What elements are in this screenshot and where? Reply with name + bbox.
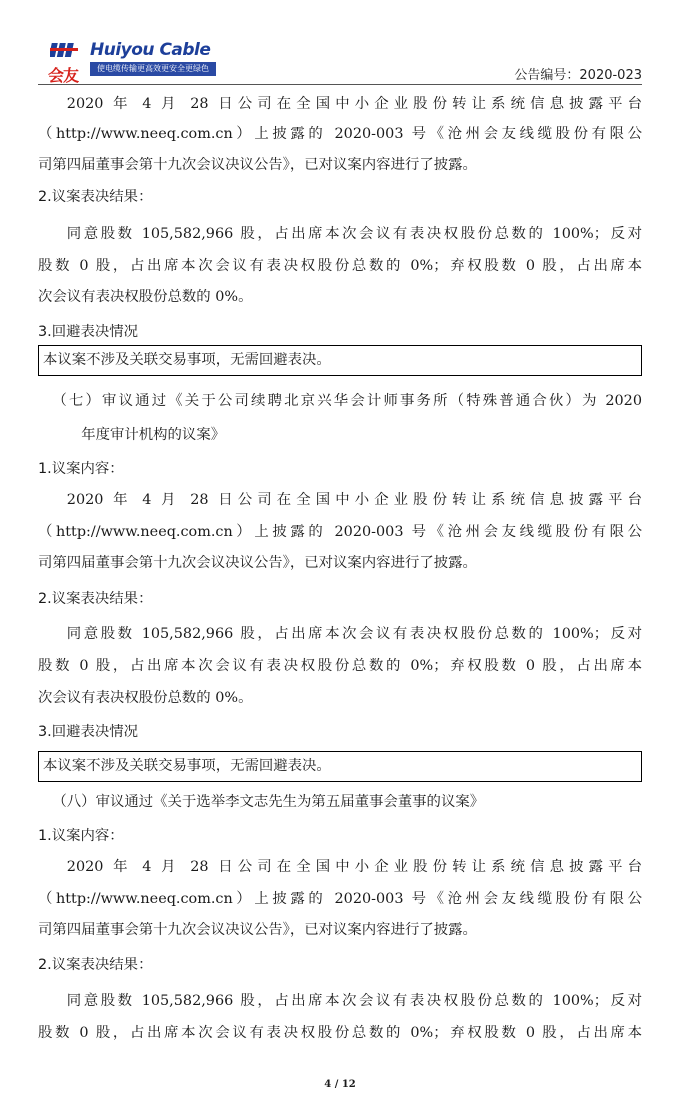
announcement-number: 公告编号：2020-023: [514, 68, 642, 83]
paragraph-line: 年度审计机构的议案》: [81, 427, 226, 443]
paragraph-line: 次会议有表决权股份总数的 0%。: [38, 690, 253, 706]
notice-box: 本议案不涉及关联交易事项，无需回避表决。: [38, 751, 642, 782]
paragraph-line: 同意股数 105,582,966 股，占出席本次会议有表决权股份总数的 100%；反对: [66, 993, 642, 1009]
logo-english-text: Huiyou Cable: [90, 40, 211, 60]
cable-mark-icon: [50, 42, 80, 64]
paragraph-line: 股数 0 股，占出席本次会议有表决权股份总数的 0%；弃权股数 0 股，占出席本: [38, 658, 642, 674]
subsection-heading: 2.议案表决结果：: [38, 189, 153, 205]
paragraph-line: 2020 年 4 月 28 日公司在全国中小企业股份转让系统信息披露平台: [66, 96, 642, 112]
subsection-heading: 2.议案表决结果：: [38, 957, 153, 973]
page-header: [0, 0, 680, 84]
paragraph-line: 同意股数 105,582,966 股，占出席本次会议有表决权股份总数的 100%；反对: [66, 226, 642, 242]
section-heading: （八）审议通过《关于选举李文志先生为第五届董事会董事的议案》: [52, 794, 485, 810]
paragraph-line: 司第四届董事会第十九次会议决议公告》，已对议案内容进行了披露。: [38, 157, 477, 173]
logo-slogan: 使电缆传输更高效更安全更绿色: [90, 62, 216, 76]
header-divider: [38, 84, 642, 85]
notice-box: 本议案不涉及关联交易事项，无需回避表决。: [38, 345, 642, 376]
paragraph-line: 次会议有表决权股份总数的 0%。: [38, 289, 253, 305]
paragraph-line: 股数 0 股，占出席本次会议有表决权股份总数的 0%；弃权股数 0 股，占出席本: [38, 258, 642, 274]
paragraph-line: 司第四届董事会第十九次会议决议公告》，已对议案内容进行了披露。: [38, 555, 477, 571]
subsection-heading: 3.回避表决情况: [38, 324, 139, 340]
paragraph-line: （http://www.neeq.com.cn）上披露的 2020-003 号《沧州会友线缆股份有限公: [38, 126, 642, 142]
paragraph-line: 2020 年 4 月 28 日公司在全国中小企业股份转让系统信息披露平台: [66, 492, 642, 508]
section-heading: （七）审议通过《关于公司续聘北京兴华会计师事务所（特殊普通合伙）为 2020: [52, 393, 642, 409]
company-logo: [48, 40, 218, 84]
page-number: 4 / 12: [324, 1079, 356, 1090]
paragraph-line: （http://www.neeq.com.cn）上披露的 2020-003 号《沧州会友线缆股份有限公: [38, 524, 642, 540]
paragraph-line: 同意股数 105,582,966 股，占出席本次会议有表决权股份总数的 100%；反对: [66, 626, 642, 642]
paragraph-line: （http://www.neeq.com.cn）上披露的 2020-003 号《沧州会友线缆股份有限公: [38, 891, 642, 907]
paragraph-line: 司第四届董事会第十九次会议决议公告》，已对议案内容进行了披露。: [38, 922, 477, 938]
subsection-heading: 1.议案内容：: [38, 828, 124, 844]
logo-chinese-text: 会友: [48, 66, 79, 85]
paragraph-line: 2020 年 4 月 28 日公司在全国中小企业股份转让系统信息披露平台: [66, 859, 642, 875]
subsection-heading: 1.议案内容：: [38, 461, 124, 477]
subsection-heading: 3.回避表决情况: [38, 724, 139, 740]
paragraph-line: 股数 0 股，占出席本次会议有表决权股份总数的 0%；弃权股数 0 股，占出席本: [38, 1025, 642, 1041]
subsection-heading: 2.议案表决结果：: [38, 591, 153, 607]
